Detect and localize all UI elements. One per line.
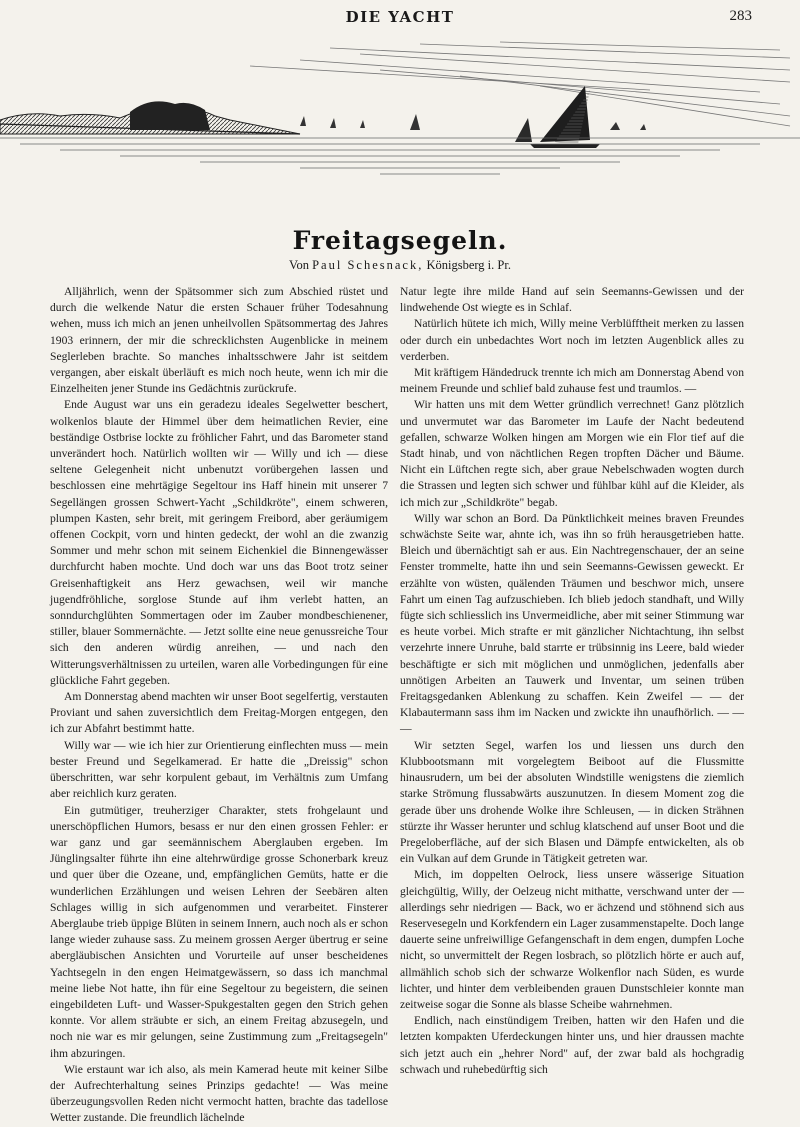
- page-number: 283: [729, 8, 752, 24]
- paragraph: Mich, im doppelten Oelrock, liess unsere wässerige Situation gleichgültig, Willy, der Oelzeug nicht mithatte, verschwand unter der — allerdings sehr niedrigen — Back, wo er ächzend und stöhnend sich aus Reservesegeln und Korkfendern ein Lager zusammenstapelte. Doch lange dauerte seine unfreiwillige Gefangenschaft in dem engen, dumpfen Loche nicht, so unvermittelt der Regen losbrach, so plötzlich hörte er auch auf, allmählich schob sich der schwarze Wolkenflor nach Süden, es wurde lichter, und hinter dem verbleibenden grauen Dunstschleier konnte man zeitweise sogar die Sonne als blasse Scheibe wahrnehmen.: [400, 868, 744, 1011]
- byline: [0, 258, 800, 273]
- paragraph: Wie erstaunt war ich also, als mein Kamerad heute mit keiner Silbe der Aufrechterhaltung seines Prinzips gedachte! — Was meine überzeugungsvollen Reden nicht vermocht hatten, brachte das tadellose Wetter zustande. Die freundlich lächelnde: [50, 1062, 388, 1125]
- article-title: Freitagsegeln.: [292, 226, 508, 255]
- byline-prefix: Von: [289, 258, 309, 272]
- paragraph: Natur legte ihre milde Hand auf sein Seemanns-Gewissen und der lindwehende Ost wiegte es in Schlaf.: [400, 285, 744, 315]
- running-head: [0, 8, 800, 30]
- paragraph: Willy war — wie ich hier zur Orientierung einflechten muss — mein bester Freund und Segelkamerad. Er hatte die „Dreissig" schon überschritten, war sehr korpulent gebaut, im Verhältnis zum Umfang aber reichlich kurz geraten.: [50, 738, 388, 801]
- paragraph: Wir hatten uns mit dem Wetter gründlich verrechnet! Ganz plötzlich und unvermutet war das Barometer im Laufe der Nacht bedeutend gefallen, schwarze Wolken hingen am Morgen wie ein Flor tief auf die Stadt hinab, und von nächtlichen Regen tropften Dächer und Bäume. Nicht ein Lüftchen regte sich, aber graue Nebelschwaden wogten durch die Strassen und legten sich schwer und fühlbar kühl auf die Kleider, als ich mich zur „Schildkröte" begab.: [400, 398, 744, 509]
- paragraph: Am Donnerstag abend machten wir unser Boot segelfertig, verstauten Proviant und sahen zuversichtlich dem Freitag-Morgen entgegen, den ich zur Abfahrt bestimmt hatte.: [50, 690, 388, 736]
- left-column: [50, 284, 388, 1127]
- journal-title: DIE YACHT: [345, 8, 455, 26]
- right-column: [400, 284, 744, 1078]
- paragraph: Endlich, nach einstündigem Treiben, hatten wir den Hafen und die letzten kompakten Uferdeckungen hinter uns, und hier draussen machte sich jetzt auch ein „hehrer Nord" auf, der zwar bald als hochgradig schwach und ruhebedürftig sich: [400, 1014, 744, 1076]
- author-name: Paul Schesnack,: [312, 258, 424, 272]
- coast-with-sailboats-icon: [0, 30, 800, 190]
- author-place: Königsberg i. Pr.: [426, 258, 511, 272]
- paragraph: Ende August war uns ein geradezu ideales Segelwetter beschert, wolkenlos blaute der Himmel über dem heimatlichen Revier, eine beständige Ostbrise lockte zu fröhlicher Fahrt, und das Barometer stand unverändert hoch. Natürlich wollten wir — Willy und ich — diese seltene Gelegenheit nicht unbenutzt vorübergehen lassen und beschlossen eine mehrtägige Segeltour ins Haff hinein mit unserer 7 Segellängen grossen Schwert-Yacht „Schildkröte", einem schweren, plumpen Kasten, sehr breit, mit geringem Freibord, aber geräumigem offenen Cockpit, vorn und hinten gedeckt, der wohl an die zwanzig Sommer und mehr schon mit seinem Eichenkiel die Binnengewässer durchfurcht haben mochte. Und doch war uns das Boot trotz seiner Greisenhaftigkeit ans Herz gewachsen, weil wir manche jugendfröhliche, sorglose Stunde auf ihm verlebt hatten, an sonndurchglühten Sommertagen oder im Zauber mondbeschienener, stiller, blauer Sommernächte. — Jetzt sollte eine neue genussreiche Tour sich den anderen würdig anreihen, — und nach den Witterungsverhältnissen zu urteilen, waren alle Vorbedingungen für eine glückliche Fahrt gegeben.: [50, 398, 388, 687]
- paragraph: Wir setzten Segel, warfen los und liessen uns durch den Klubbootsmann mit vorgelegtem Beiboot auf die Flussmitte hinausrudern, um bei der absoluten Windstille wenigstens die ziemlich starke Strömung flussabwärts auszunutzen. In diesem Moment zog die gerade über uns drohende Wolke ihre Schleusen, — in dicken Strähnen stürzte ihr Wasser herunter und schlug klatschend auf unser Boot und die Pregeloberfläche, auf der sich Blasen und Dämpfe entwickelten, als ob ein Vulkan auf dem Grunde in Tätigkeit getreten war.: [400, 738, 744, 866]
- paragraph: Mit kräftigem Händedruck trennte ich mich am Donnerstag Abend von meinem Freunde und schlief bald zuhause fest und traumlos. —: [400, 366, 744, 396]
- paragraph: Alljährlich, wenn der Spätsommer sich zum Abschied rüstet und durch die welkende Natur die ersten Schauer früher Todesahnung wehen, muss ich mich an jenen unheilvollen Spätsommertag des Jahres 1903 erinnern, der mir die schrecklichsten Augenblicke in meinem Seglerleben brachte. So manches inhaltsschwere Jahr ist seitdem vergangen, aber eiskalt überläuft es mich noch heute, wenn ich mir die Einzelheiten jener Stunde ins Gedächtnis zurückrufe.: [50, 285, 388, 396]
- paragraph: Willy war schon an Bord. Da Pünktlichkeit meines braven Freundes schwächste Seite war, ahnte ich, was ihn so früh herausgetrieben hatte. Bleich und übernächtigt sah er aus. Ein Nachtregenschauer, der an seine Fenster trommelte, hatte ihn und sein Seemanns-Gewissen geweckt. Er erzählte von wüsten, quälenden Träumen und beschwor mich, unsere Fahrt um einen Tag aufzuschieben. Ich blieb jedoch standhaft, und Willy fügte sich schliesslich ins Unvermeidliche, aber mit seiner Stimmung war es heute vorbei. Mich strafte er mit gänzlicher Nichtachtung, ihn selbst verzehrte innere Unruhe, bald starrte er trübsinnig ins Leere, bald wieder beschäftigte er sich mit möglichen und unmöglichen, jedenfalls aber unnötigen Arbeiten an Tauwerk und Inventar, um seinen trüben Freitagsgedanken Ablenkung zu schaffen. Kein Zweifel — — der Klabautermann sass ihm im Nacken und zwickte ihn unaufhörlich. — — —: [400, 511, 744, 736]
- paragraph: Natürlich hütete ich mich, Willy meine Verblüfftheit merken zu lassen oder durch ein unbedachtes Wort noch im letzten Augenblick alles zu verderben.: [400, 317, 744, 363]
- paragraph: Ein gutmütiger, treuherziger Charakter, stets frohgelaunt und unerschöpflichen Humors, besass er nur den einen grossen Fehler: er war ganz und gar seemännischem Aberglauben ergeben. Im Jünglingsalter führte ihn eine altehrwürdige grosse Schonerbark kreuz und quer über die Ozeane, und, empfänglichen Gemüts, hatte er die wunderlichen Erzählungen und weisen Lehren der Seebären alten Schlages willig in sich aufgenommen und verarbeitet. Finsterer Aberglaube trieb üppige Blüten in seinem Innern, auch noch als er schon lange wieder zuhause sass. Zu meinem grossen Aerger übertrug er seine abergläubischen Ansichten und Vorurteile auf unser bescheidenes Yachtsegeln in den engen Heimatgewässern, so dass ich manchmal meine liebe Not hatte, ihn für eine Segeltour zu begeistern, die seinen eingebildeten Luft- und Wasser-Spukgestalten gegen den Strich gehen konnte. Vor allem sträubte er sich, an einem Freitag abzusegeln, und noch nie war es mir gelungen, seine Zustimmung zum „Freitagsegeln" ihm abzuringen.: [50, 803, 388, 1060]
